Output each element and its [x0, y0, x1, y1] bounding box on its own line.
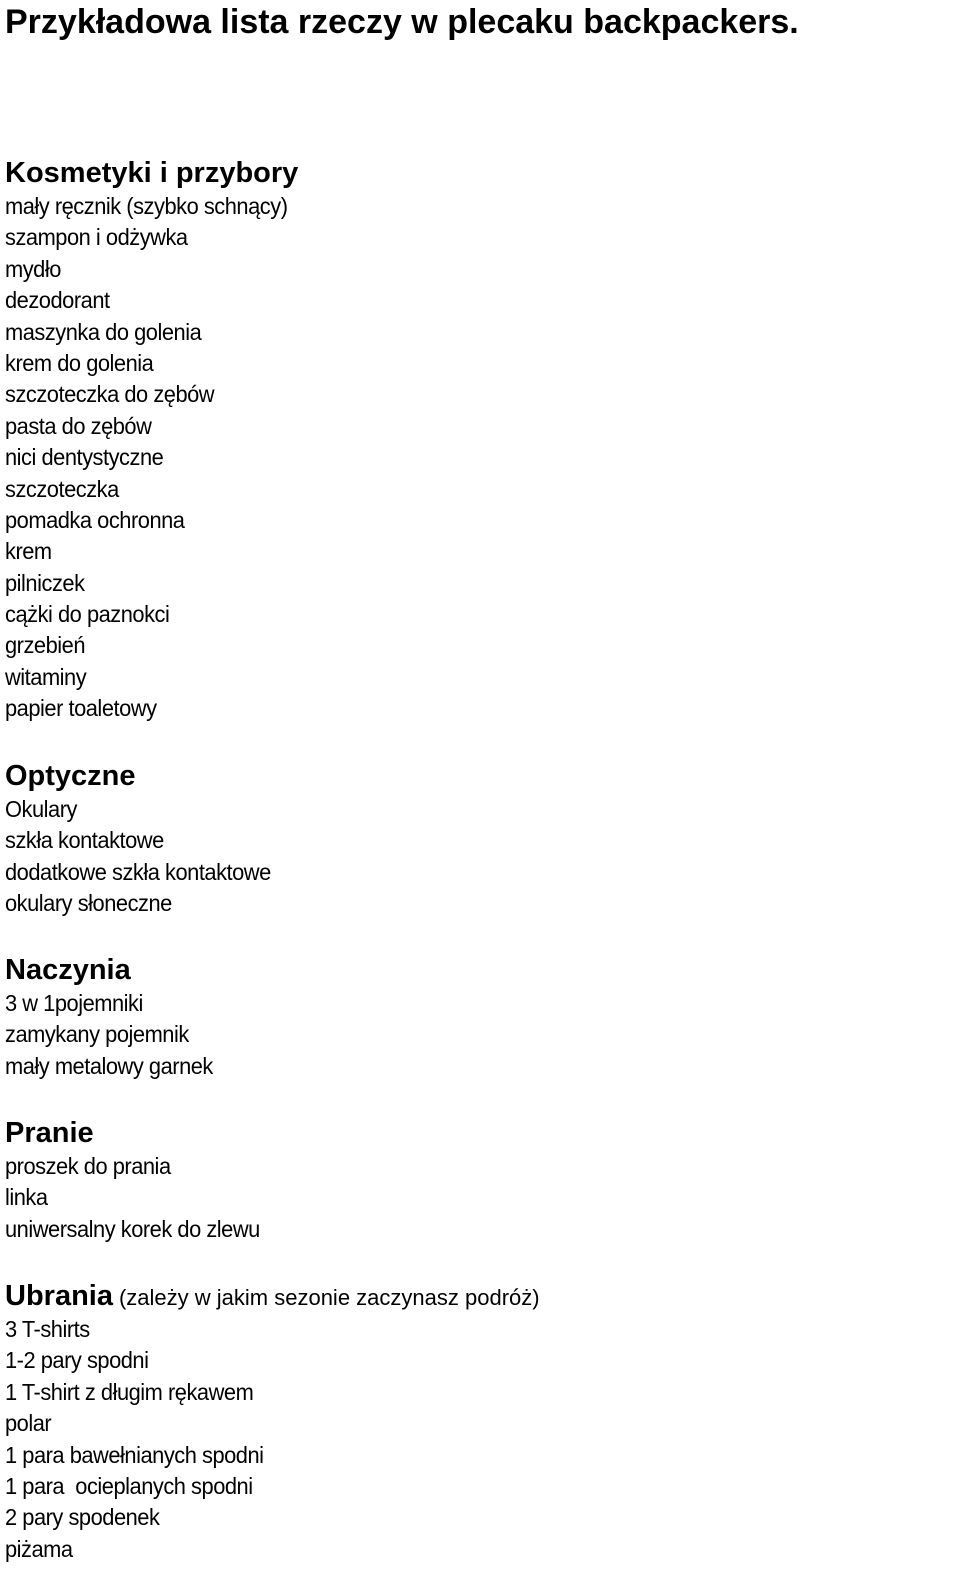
list-item: mały ręcznik (szybko schnący) [5, 193, 288, 219]
section-note: (zależy w jakim sezonie zaczynasz podróż) [118, 1285, 540, 1310]
list-item: 1 para ocieplanych spodni [5, 1472, 253, 1499]
list-item: pasta do zębów [5, 412, 152, 439]
list-item: proszek do prania [5, 1153, 171, 1179]
list-item: zamykany pojemnik [5, 1021, 189, 1048]
list-item: szczoteczka [5, 475, 119, 502]
list-item: polar [5, 1410, 52, 1437]
list-item: witaminy [5, 663, 87, 690]
list-item: uniwersalny korek do zlewu [5, 1215, 260, 1242]
item-list [5, 1151, 955, 1245]
section-ubrania [5, 1280, 955, 1565]
section-heading [5, 760, 955, 794]
list-item: 1-2 pary spodni [5, 1347, 149, 1374]
list-item: nici dentystyczne [5, 444, 164, 471]
list-item: krem do golenia [5, 349, 154, 376]
list-item: krem [5, 538, 52, 565]
list-item: Okulary [5, 796, 77, 822]
list-item: okulary słoneczne [5, 890, 172, 917]
list-item: szampon i odżywka [5, 224, 188, 251]
section-heading [5, 1280, 955, 1314]
list-item: grzebień [5, 632, 86, 659]
section-heading-text: Naczynia [5, 954, 131, 986]
item-list [5, 1314, 955, 1565]
list-item: mydło [5, 255, 61, 282]
list-item: 3 w 1pojemniki [5, 990, 143, 1016]
section-heading-text: Kosmetyki i przybory [5, 157, 299, 189]
list-item: linka [5, 1184, 48, 1211]
list-item: piżama [5, 1535, 73, 1562]
section-kosmetyki [5, 157, 955, 725]
list-item: cążki do paznokci [5, 601, 170, 628]
section-naczynia [5, 954, 955, 1082]
list-item: 1 para bawełnianych spodni [5, 1441, 264, 1468]
list-item: 3 T-shirts [5, 1316, 90, 1342]
item-list [5, 988, 955, 1082]
document-title: Przykładowa lista rzeczy w plecaku backpackers. [5, 3, 799, 41]
section-heading-text: Pranie [5, 1117, 94, 1149]
section-pranie [5, 1117, 955, 1245]
section-heading [5, 954, 955, 988]
list-item: szczoteczka do zębów [5, 381, 215, 408]
section-heading-text: Optyczne [5, 760, 136, 792]
list-item: dodatkowe szkła kontaktowe [5, 858, 271, 885]
list-item: pilniczek [5, 569, 85, 596]
section-heading-text: Ubrania [5, 1280, 113, 1312]
list-item: dezodorant [5, 287, 110, 314]
section-heading [5, 157, 955, 191]
list-item: papier toaletowy [5, 695, 157, 722]
item-list [5, 191, 955, 725]
list-item: 1 T-shirt z długim rękawem [5, 1378, 254, 1405]
list-item: 2 pary spodenek [5, 1504, 160, 1531]
section-optyczne [5, 760, 955, 920]
list-item: maszynka do golenia [5, 318, 202, 345]
list-item: pomadka ochronna [5, 506, 185, 533]
list-item: mały metalowy garnek [5, 1052, 213, 1079]
section-heading [5, 1117, 955, 1151]
list-item: szkła kontaktowe [5, 827, 164, 854]
item-list [5, 794, 955, 920]
